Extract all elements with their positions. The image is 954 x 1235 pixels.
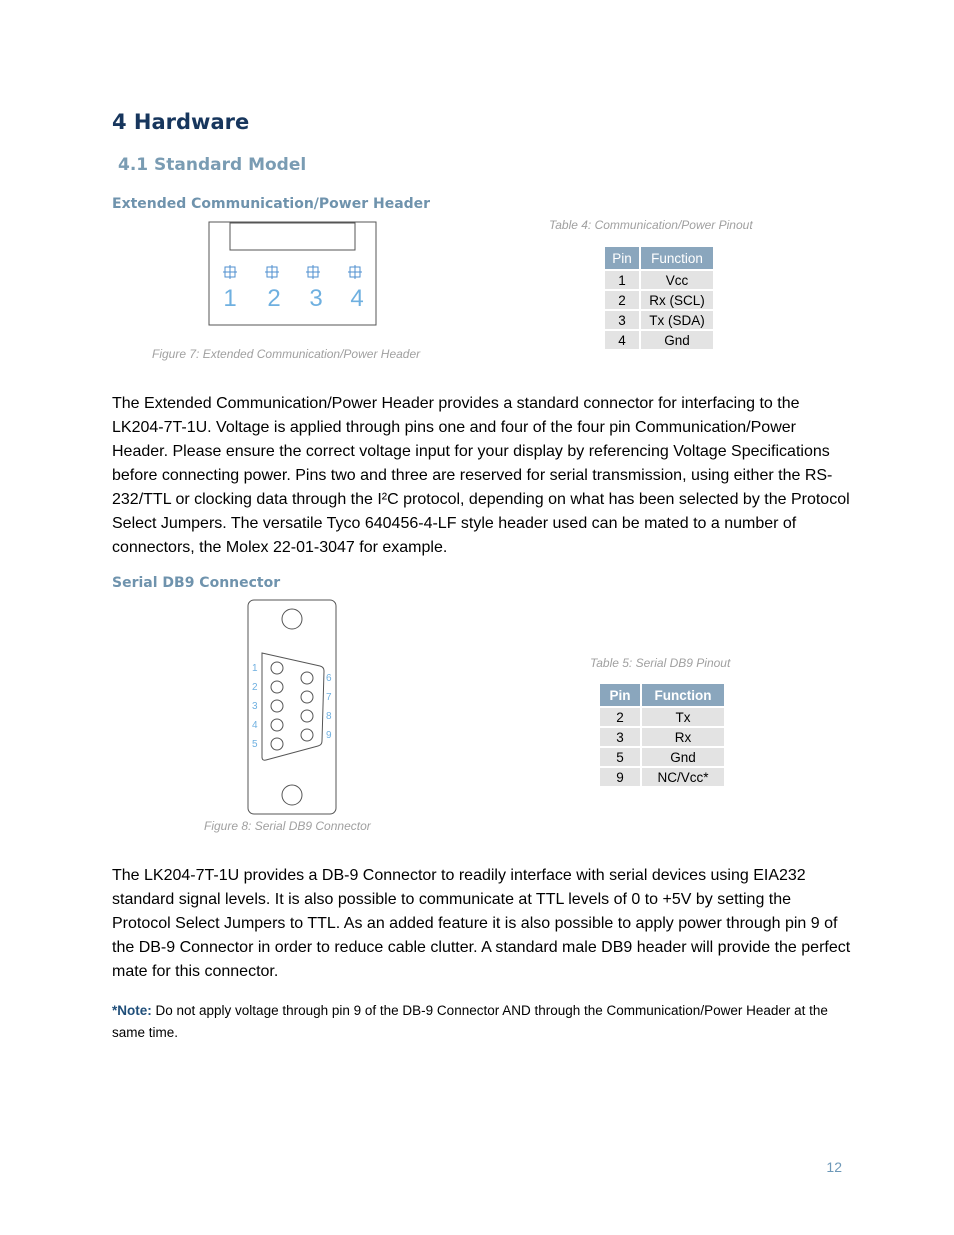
figure-8-caption: Figure 8: Serial DB9 Connector	[204, 819, 371, 833]
table-row	[605, 291, 713, 309]
section-title-db9: Serial DB9 Connector	[112, 575, 281, 591]
table-cell: Tx (SDA)	[641, 311, 713, 329]
table-cell: 2	[605, 291, 639, 309]
table-row	[600, 768, 724, 786]
note-block	[112, 1000, 852, 1044]
table-5-caption: Table 5: Serial DB9 Pinout	[590, 656, 731, 670]
table-header-cell: Function	[642, 684, 724, 706]
comm-header-paragraph: The Extended Communication/Power Header provides a standard connector for interfacing to the LK204-7T-1U. Voltage is applied through pins one and four of the four pin Communication/Power Header. Please ensure the correct voltage input for your display by referencing Voltage Specifications before connecting power. Pins two and three are reserved for serial transmission, using either the RS-232/TTL or clocking data through the I²C protocol, depending on what has been selected by the Protocol Select Jumpers. The versatile Tyco 640456-4-LF style header used can be mated to a number of connectors, the Molex 22-01-3047 for example.	[112, 395, 850, 556]
db9-pin-label: 4	[252, 720, 258, 731]
table-cell: Gnd	[642, 748, 724, 766]
table-cell: 2	[600, 708, 640, 726]
table-row	[600, 708, 724, 726]
db9-pin-label: 1	[252, 663, 258, 674]
db9-connector-figure	[246, 598, 340, 818]
db9-pin-label: 3	[252, 701, 258, 712]
table-cell: Vcc	[641, 271, 713, 289]
table-cell: Gnd	[641, 331, 713, 349]
heading-hardware: 4 Hardware	[112, 110, 250, 134]
db9-pin-label: 8	[326, 711, 332, 722]
table-cell: 1	[605, 271, 639, 289]
comm-pinout-table	[603, 245, 715, 351]
table-row	[605, 271, 713, 289]
table-header-row	[600, 684, 724, 706]
heading-standard-model: 4.1 Standard Model	[118, 155, 307, 175]
table-cell: NC/Vcc*	[642, 768, 724, 786]
db9-pin-label: 2	[252, 682, 258, 693]
table-row	[600, 728, 724, 746]
comm-pin-label: 3	[309, 285, 323, 312]
db9-pin-label: 6	[326, 673, 332, 684]
table-header-cell: Pin	[605, 247, 639, 269]
table-cell: 3	[600, 728, 640, 746]
table-header-row	[605, 247, 713, 269]
table-row	[605, 311, 713, 329]
db9-pin-label: 9	[326, 730, 332, 741]
section-title-comm-header: Extended Communication/Power Header	[112, 196, 431, 212]
table-cell: Rx	[642, 728, 724, 746]
comm-pin-label: 2	[267, 285, 281, 312]
table-header-cell: Pin	[600, 684, 640, 706]
table-cell: 5	[600, 748, 640, 766]
db9-paragraph: The LK204-7T-1U provides a DB-9 Connector to readily interface with serial devices using EIA232 standard signal levels. It is also possible to communicate at TTL levels of 0 to +5V by setting the Protocol Select Jumpers to TTL. As an added feature it is also possible to apply power through pin 9 of the DB-9 Connector in order to reduce cable clutter. A standard male DB9 header will provide the perfect mate for this connector.	[112, 867, 851, 980]
comm-pin-label: 4	[350, 285, 364, 312]
table-cell: 4	[605, 331, 639, 349]
table-4-caption: Table 4: Communication/Power Pinout	[549, 218, 753, 232]
table-header-cell: Function	[641, 247, 713, 269]
table-cell: Tx	[642, 708, 724, 726]
db9-pin-label: 5	[252, 739, 258, 750]
db9-pinout-table	[598, 682, 726, 788]
comm-header-figure	[207, 220, 379, 328]
table-cell: Rx (SCL)	[641, 291, 713, 309]
note-label: *Note:	[112, 1003, 152, 1018]
table-row	[600, 748, 724, 766]
table-cell: 9	[600, 768, 640, 786]
table-row	[605, 331, 713, 349]
figure-7-caption: Figure 7: Extended Communication/Power Header	[152, 347, 421, 361]
note-text: Do not apply voltage through pin 9 of the DB-9 Connector AND through the Communication/Power Header at the same time.	[112, 1003, 828, 1040]
comm-pin-label: 1	[223, 285, 237, 312]
page-number: 12	[826, 1159, 842, 1175]
db9-pin-label: 7	[326, 692, 332, 703]
table-cell: 3	[605, 311, 639, 329]
